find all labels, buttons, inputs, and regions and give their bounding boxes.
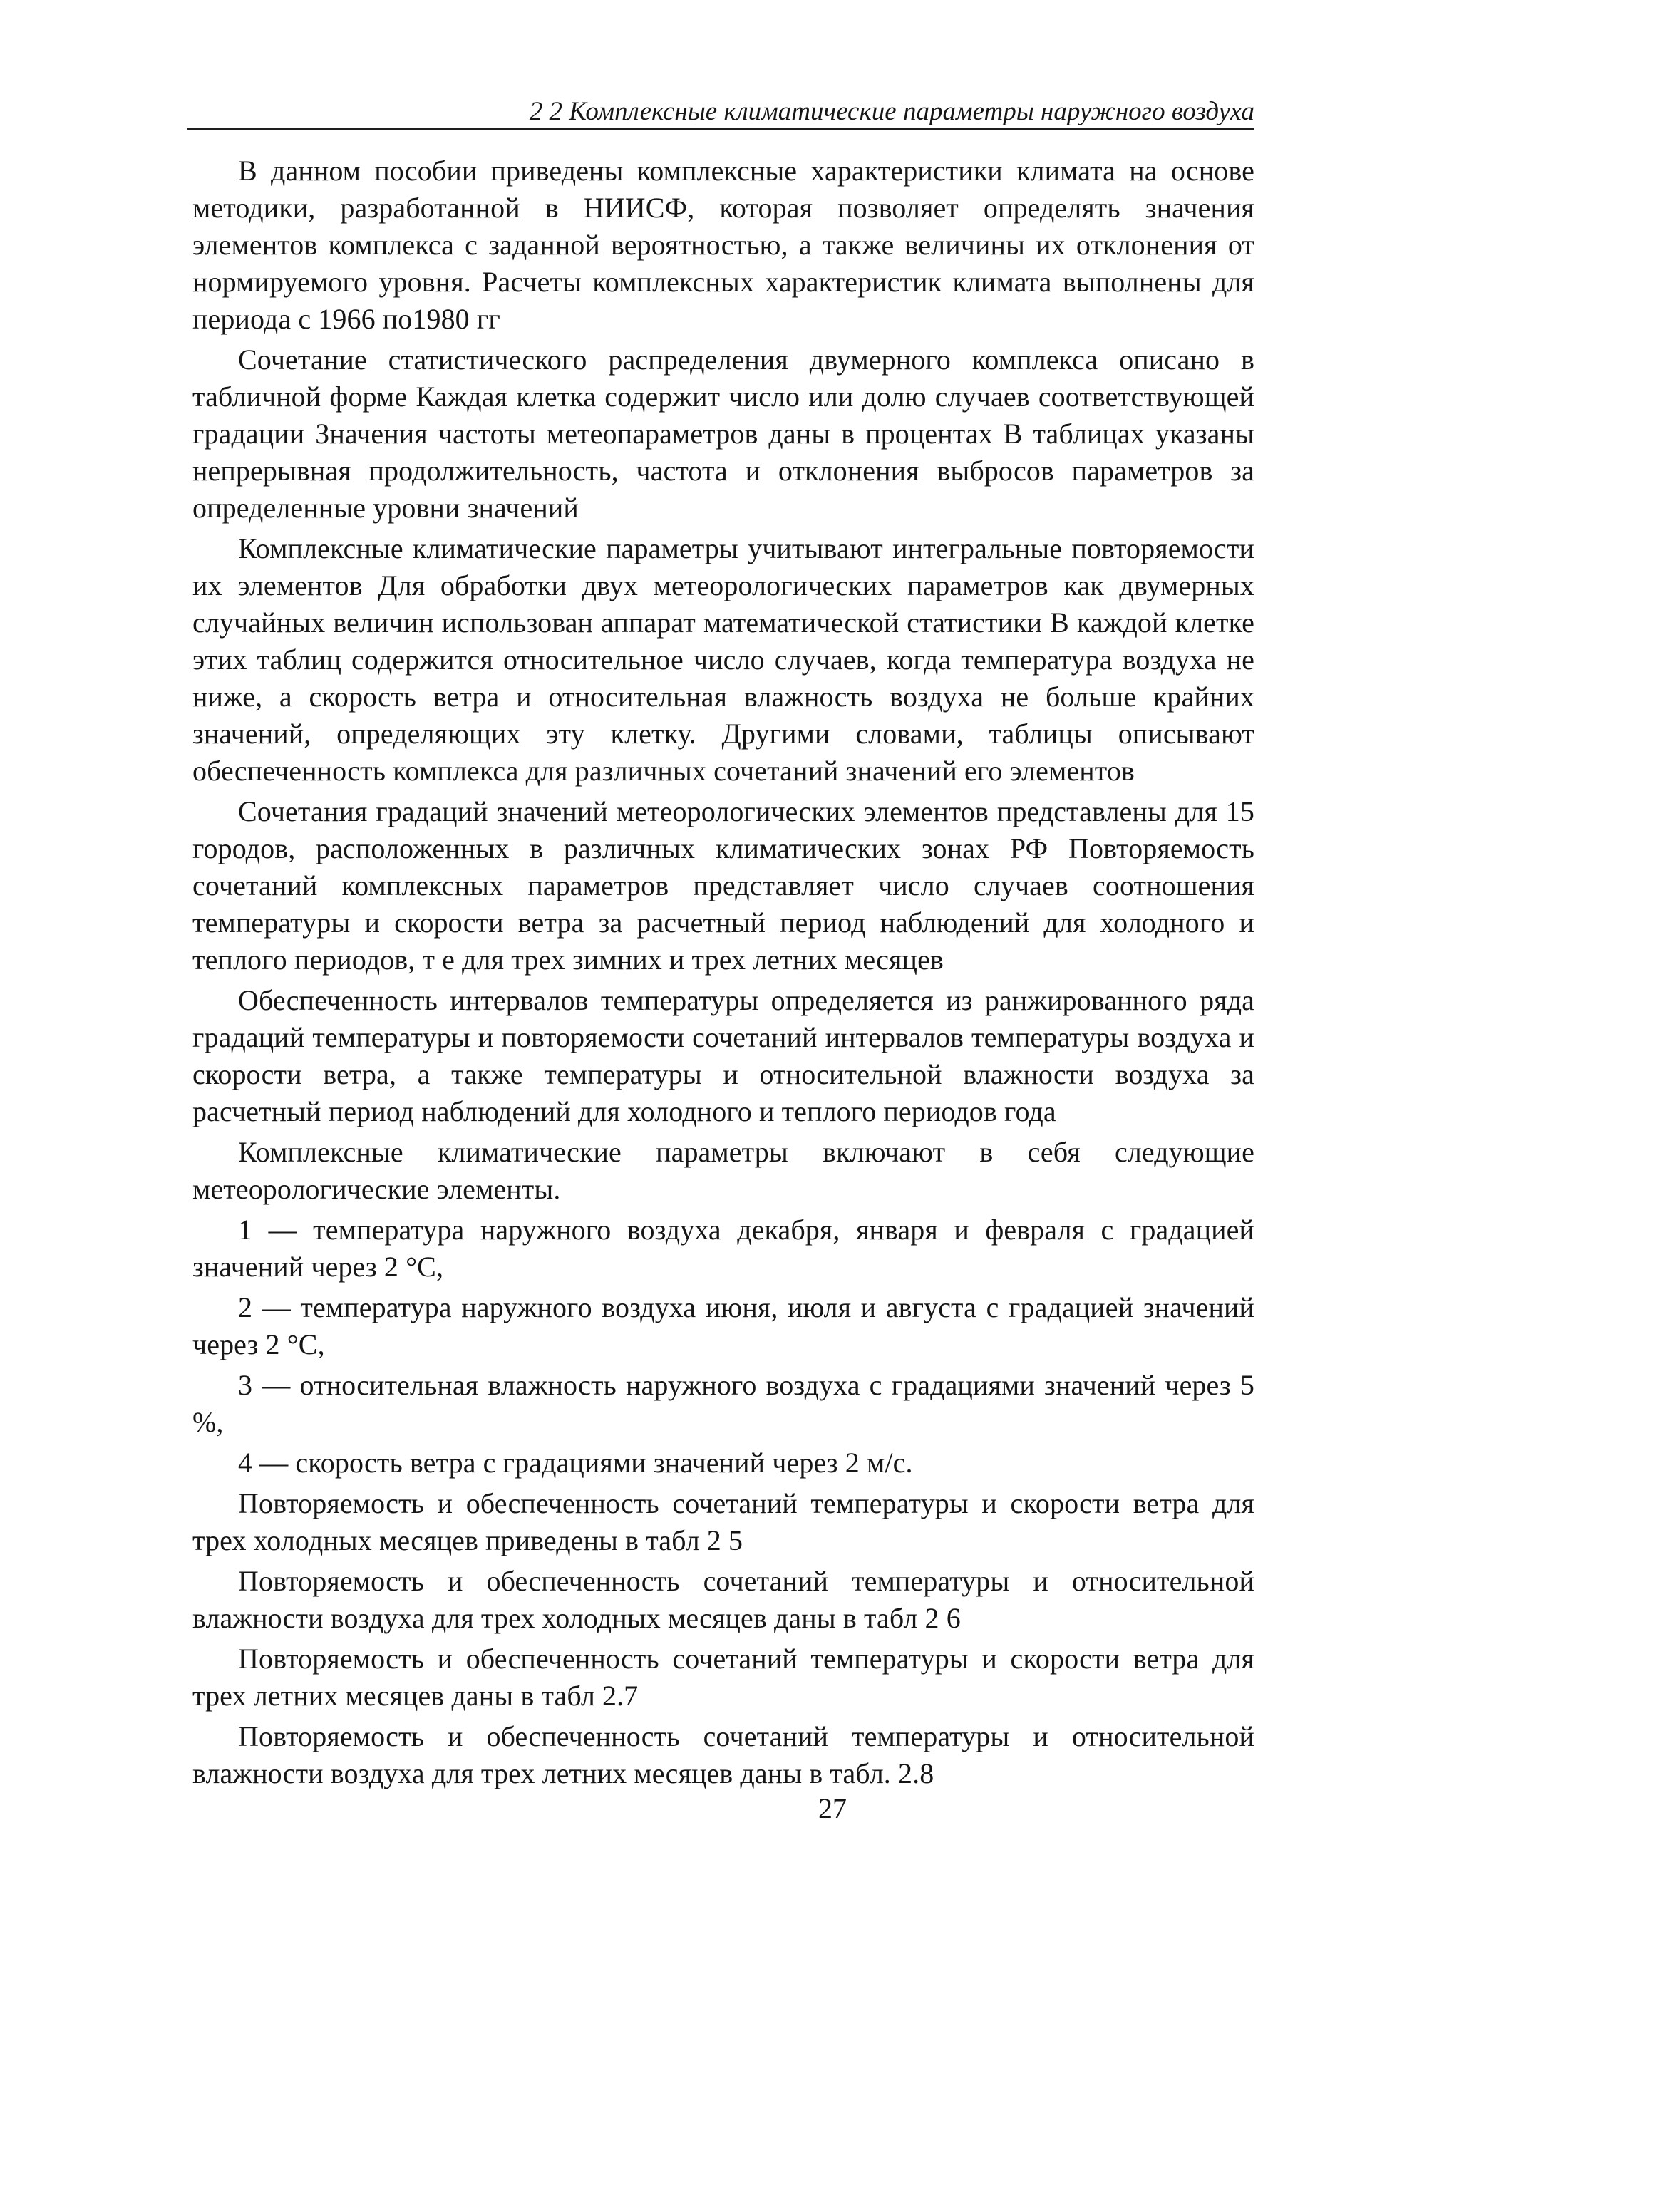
list-item-winter-temperature: 1 — температура наружного воздуха декабря, января и февраля с градацией значений через 2 °С, <box>192 1214 1254 1283</box>
paragraph-city-gradations: Сочетания градаций значений метеорологических элементов представлены для 15 городов, расположенных в различных климатических зонах РФ Повторяемость сочетаний комплексных параметров представляет число случаев соотношения температуры и скорости ветра за расчетный период наблюдений для холодного и теплого периодов, т е для трех зимних и трех летних месяцев <box>192 795 1254 976</box>
header-rule <box>187 128 1254 130</box>
paragraph-table-2-6: Повторяемость и обеспеченность сочетаний температуры и относительной влажности воздуха для трех холодных месяцев даны в табл 2 6 <box>192 1565 1254 1634</box>
paragraph-table-2-8: Повторяемость и обеспеченность сочетаний температуры и относительной влажности воздуха для трех летних месяцев даны в табл. 2.8 <box>192 1720 1254 1789</box>
running-head: 2 2 Комплексные климатические параметры наружного воздуха <box>529 97 1254 126</box>
paragraph-elements-intro: Комплексные климатические параметры включают в себя следующие метеорологические элементы. <box>192 1136 1254 1205</box>
list-item-humidity: 3 — относительная влажность наружного воздуха с градациями значений через 5 %, <box>192 1369 1254 1438</box>
paragraph-table-2-7: Повторяемость и обеспеченность сочетаний температуры и скорости ветра для трех летних месяцев даны в табл 2.7 <box>192 1643 1254 1712</box>
paragraph-table-2-5: Повторяемость и обеспеченность сочетаний температуры и скорости ветра для трех холодных месяцев приведены в табл 2 5 <box>192 1487 1254 1556</box>
page-number: 27 <box>818 1792 847 1824</box>
body-text <box>192 153 1254 1796</box>
paragraph-integral-frequency: Комплексные климатические параметры учитывают интегральные повторяемости их элементов Для обработки двух метеорологических параметров как двумерных случайных величин использован аппарат математической статистики В каждой клетке этих таблиц содержится относительное число случаев, когда температура воздуха не ниже, а скорость ветра и относительная влажность воздуха не больше крайних значений, определяющих эту клетку. Другими словами, таблицы описывают обеспеченность комплекса для различных сочетаний значений его элементов <box>192 532 1254 787</box>
paragraph-intro: В данном пособии приведены комплексные характеристики климата на основе методики, разработанной в НИИСФ, которая позволяет определять значения элементов комплекса с заданной вероятностью, а также величины их отклонения от нормируемого уровня. Расчеты комплексных характеристик климата выполнены для периода с 1966 по1980 гг <box>192 155 1254 335</box>
paragraph-table-form: Сочетание статистического распределения двумерного комплекса описано в табличной форме Каждая клетка содержит число или долю случаев соответствующей градации Значения частоты метеопараметров даны в процентах В таблицах указаны непрерывная продолжительность, частота и отклонения выбросов параметров за определенные уровни значений <box>192 343 1254 524</box>
list-item-wind-speed: 4 — скорость ветра с градациями значений через 2 м/с. <box>238 1447 913 1479</box>
paragraph-temperature-intervals: Обеспеченность интервалов температуры определяется из ранжированного ряда градаций температуры и повторяемости сочетаний интервалов температуры воздуха и скорости ветра, а также температуры и относительной влажности воздуха за расчетный период наблюдений для холодного и теплого периодов года <box>192 984 1254 1127</box>
list-item-summer-temperature: 2 — температура наружного воздуха июня, июля и августа с градацией значений через 2 °С, <box>192 1291 1254 1360</box>
